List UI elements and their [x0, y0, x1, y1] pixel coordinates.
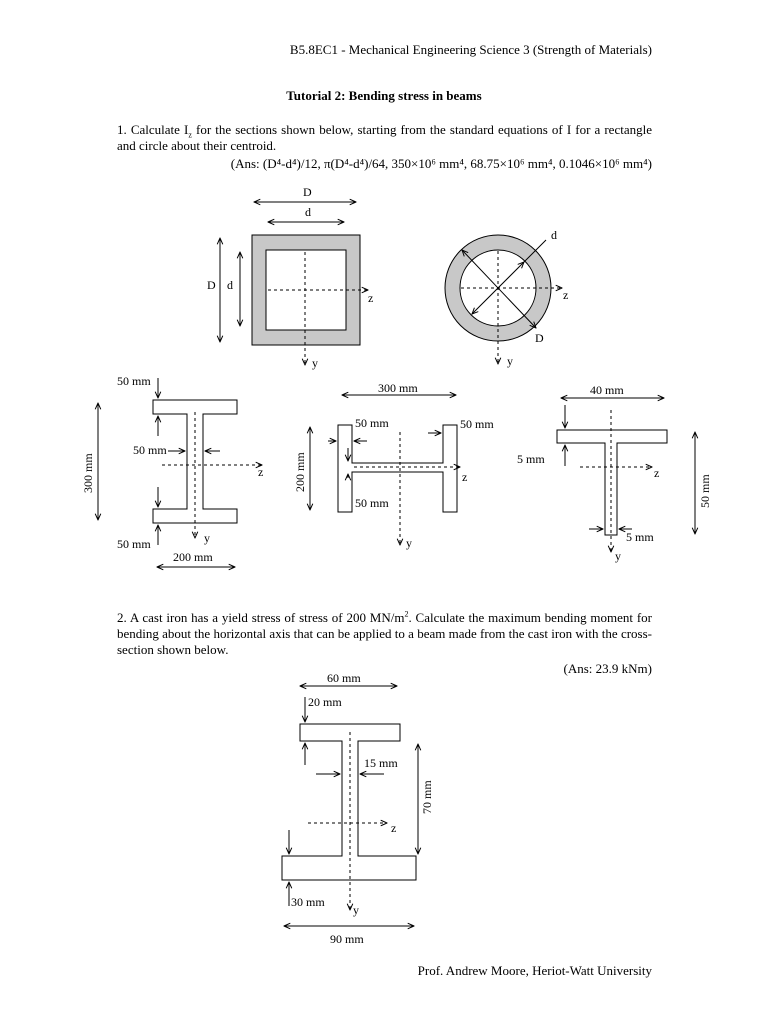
tutorial-title: Tutorial 2: Bending stress in beams — [286, 88, 482, 103]
question-1-answer: (Ans: (D⁴-d⁴)/12, π(D⁴-d⁴)/64, 350×10⁶ mm⁴, 68.75×10⁶ mm⁴, 0.1046×10⁶ mm⁴) — [230, 156, 652, 171]
q2-axis-z: z — [391, 821, 397, 835]
i-beam-height-label: 300 mm — [81, 453, 95, 493]
i-beam-width-label: 200 mm — [173, 550, 213, 564]
square-axis-y: y — [312, 356, 318, 370]
t-beam-width-label: 40 mm — [590, 383, 624, 397]
q2-axis-y: y — [353, 903, 359, 917]
i-beam-web-label: 50 mm — [133, 443, 167, 457]
hollow-square-section — [220, 202, 368, 365]
h-beam-axis-y: y — [406, 536, 412, 550]
t-beam-web-label: 5 mm — [626, 530, 654, 544]
circle-inner-label: d — [551, 228, 557, 242]
t-beam-flange-label: 5 mm — [517, 452, 545, 466]
q2-web-height-label: 70 mm — [420, 780, 434, 814]
circle-outer-label: D — [535, 331, 544, 345]
circle-axis-z: z — [563, 288, 569, 302]
q2-top-flange-label: 20 mm — [308, 695, 342, 709]
square-axis-z: z — [368, 291, 374, 305]
h-beam-left-flange-label: 50 mm — [355, 416, 389, 430]
question-2-text: 2. A cast iron has a yield stress of stress of 200 $MN/m^2$. Calculate the maximum bending moment for bending about the horizontal axis that can be applied to a beam made from the cast iron with the cross-section shown below. — [117, 609, 652, 657]
q2-bottom-width-label: 90 mm — [330, 932, 364, 946]
i-beam-bottom-flange-label: 50 mm — [117, 537, 151, 551]
question-1-text: 1. Calculate $I_z$ for the sections shown below, starting from the standard equations of I for a rectangle and circle about their centroid. — [117, 122, 652, 153]
course-header: B5.8EC1 - Mechanical Engineering Science 3 (Strength of Materials) — [289, 42, 652, 57]
h-beam-width-label: 300 mm — [378, 381, 418, 395]
h-beam-axis-z: z — [462, 470, 468, 484]
t-beam-axis-y: y — [615, 549, 621, 563]
hollow-circle-section — [445, 235, 562, 364]
i-beam-axis-z: z — [258, 465, 264, 479]
i-beam-axis-y: y — [204, 531, 210, 545]
t-beam-height-label: 50 mm — [698, 474, 712, 508]
footer-author: Prof. Andrew Moore, Heriot-Watt University — [417, 963, 652, 978]
circle-axis-y: y — [507, 354, 513, 368]
h-beam-height-label: 200 mm — [293, 452, 307, 492]
question-2-answer: (Ans: 23.9 kNm) — [563, 661, 652, 676]
t-beam-section — [557, 398, 695, 552]
square-outer-width-label: D — [303, 185, 312, 199]
h-beam-web-label: 50 mm — [355, 496, 389, 510]
square-inner-width-label: d — [305, 205, 311, 219]
q2-top-width-label: 60 mm — [327, 671, 361, 685]
t-beam-axis-z: z — [654, 466, 660, 480]
q2-i-section — [282, 686, 418, 926]
h-beam-right-flange-label: 50 mm — [460, 417, 494, 431]
square-inner-height-label: d — [227, 278, 233, 292]
square-outer-height-label: D — [207, 278, 216, 292]
q2-bottom-flange-label: 30 mm — [291, 895, 325, 909]
q2-web-label: 15 mm — [364, 756, 398, 770]
i-beam-top-flange-label: 50 mm — [117, 374, 151, 388]
